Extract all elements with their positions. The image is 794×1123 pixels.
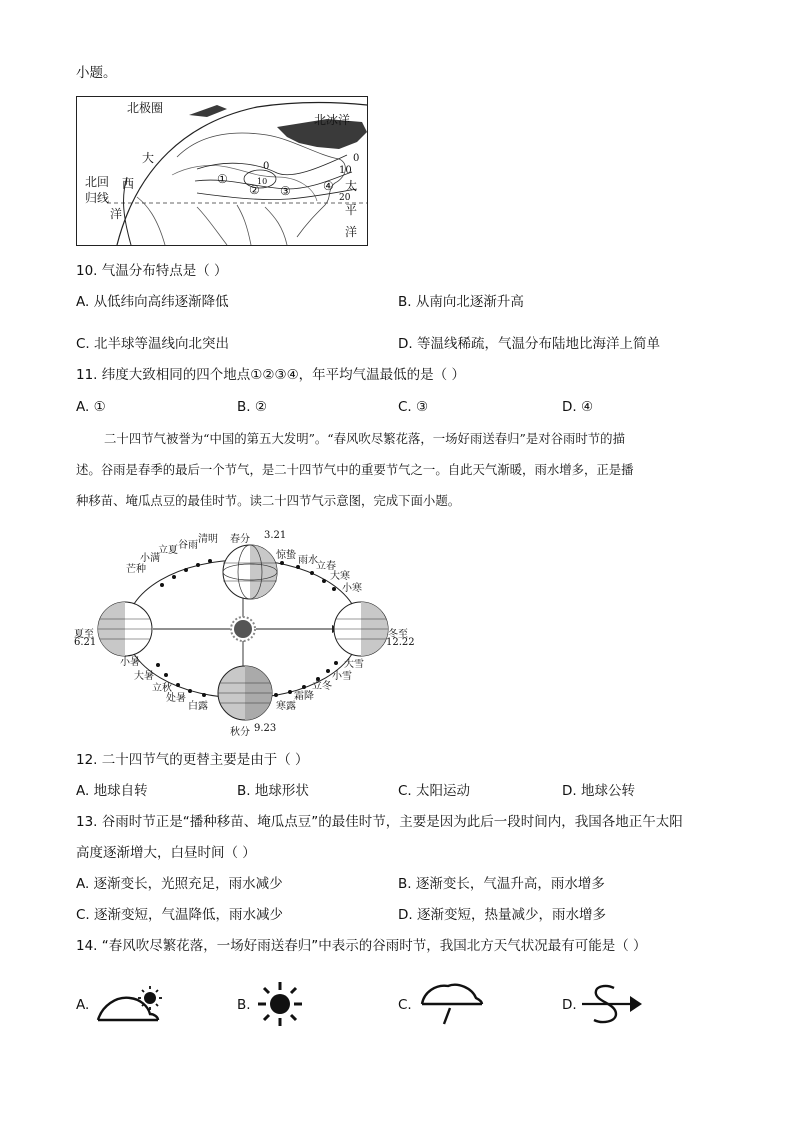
term-shuangjiang: 霜降: [294, 691, 314, 702]
q14-stem: 14. “春风吹尽繁花落，一场好雨送春归”中表示的谷雨时节，我国北方天气状况最有可能是（ ）: [76, 938, 647, 954]
term-bailu: 白露: [188, 701, 208, 712]
tropic-label-line1: 北回: [85, 175, 110, 189]
term-dongzhi: 冬至: [388, 629, 408, 640]
q10-option-b[interactable]: B. 从南向北逐渐升高: [398, 294, 524, 310]
q10-option-d[interactable]: D. 等温线稀疏，气温分布陆地比海洋上简单: [398, 336, 660, 352]
point-1-label: ①: [217, 172, 228, 186]
solar-terms-diagram: [70, 525, 420, 740]
term-qingming: 清明: [198, 534, 218, 545]
term-chushu: 处暑: [166, 693, 186, 704]
isotherm-10b-label: 10: [339, 165, 352, 176]
point-2-label: ②: [249, 183, 260, 197]
term-xiaoxue: 小雪: [332, 671, 352, 682]
q10-stem: 10. 气温分布特点是（ ）: [76, 263, 228, 279]
term-xiaohan: 小寒: [342, 583, 362, 594]
q11-option-a[interactable]: A. ①: [76, 399, 106, 415]
term-chunfen-date: 3.21: [264, 530, 287, 541]
q13-option-d[interactable]: D. 逐渐变短，热量减少，雨水增多: [398, 907, 606, 923]
point-4-label: ④: [323, 179, 334, 193]
temperature-map: [76, 96, 368, 246]
earth-winter-icon: [334, 602, 388, 656]
term-dashu: 大暑: [134, 671, 154, 682]
term-chunfen: 春分: [230, 534, 250, 545]
isotherm-20-label: 20: [339, 193, 351, 203]
isotherm-0a-label: 0: [263, 161, 270, 172]
atlantic-da-label: 大: [142, 151, 155, 165]
q10-option-c[interactable]: C. 北半球等温线向北突出: [76, 336, 230, 352]
sun-icon: [256, 980, 304, 1028]
passage-line-3: 种移苗、埯瓜点豆的最佳时节。读二十四节气示意图，完成下面小题。: [76, 493, 461, 508]
q11-stem: 11. 纬度大致相同的四个地点①②③④，年平均气温最低的是（ ）: [76, 367, 465, 383]
earth-spring-icon: [223, 545, 277, 599]
q12-option-d[interactable]: D. 地球公转: [562, 783, 635, 799]
term-xiaoman: 小满: [140, 553, 160, 564]
term-yushui: 雨水: [298, 555, 318, 566]
arctic-ocean-label: 北冰洋: [314, 113, 351, 127]
term-qiufen: 秋分: [230, 727, 250, 738]
q14-option-c[interactable]: C.: [398, 997, 412, 1013]
term-lichun: 立春: [316, 561, 336, 572]
q13-option-a[interactable]: A. 逐渐变长，光照充足，雨水减少: [76, 876, 283, 892]
isotherm-10a-label: 10: [257, 177, 268, 186]
earth-summer-icon: [98, 602, 152, 656]
term-mangzhong: 芒种: [126, 564, 146, 575]
term-daxue: 大雪: [344, 659, 364, 670]
sandstorm-icon: [580, 982, 644, 1026]
sun-center-icon: [231, 617, 255, 641]
term-lidong: 立冬: [312, 681, 332, 692]
q12-option-c[interactable]: C. 太阳运动: [398, 783, 471, 799]
q11-option-c[interactable]: C. ③: [398, 399, 429, 415]
term-hanlu: 寒露: [276, 701, 296, 712]
q11-option-b[interactable]: B. ②: [237, 399, 267, 415]
term-dahan: 大寒: [330, 571, 350, 582]
isotherm-0b-label: 0: [353, 153, 360, 164]
q13-option-c[interactable]: C. 逐渐变短，气温降低，雨水减少: [76, 907, 284, 923]
term-guyu: 谷雨: [178, 540, 198, 551]
light-rain-icon: [418, 980, 484, 1028]
term-qiufen-date: 9.23: [254, 723, 277, 734]
term-xiaoshu: 小暑: [120, 657, 140, 668]
q11-option-d[interactable]: D. ④: [562, 399, 594, 415]
pacific-tai-label: 太: [345, 179, 358, 193]
term-jingzhe: 惊蛰: [276, 550, 296, 561]
point-3-label: ③: [280, 184, 291, 198]
q13-stem-line-1: 13. 谷雨时节正是“播种移苗、埯瓜点豆”的最佳时节，主要是因为此后一段时间内，我国各地正午太阳: [76, 814, 683, 830]
term-dongzhi-date: 12.22: [386, 637, 415, 648]
earth-autumn-icon: [218, 666, 272, 720]
term-xiazhi: 夏至: [74, 629, 94, 640]
q12-option-b[interactable]: B. 地球形状: [237, 783, 309, 799]
q13-option-b[interactable]: B. 逐渐变长，气温升高，雨水增多: [398, 876, 605, 892]
tropic-label-line2: 归线: [85, 191, 110, 205]
pacific-yang-label: 洋: [345, 225, 358, 239]
term-xiazhi-date: 6.21: [74, 637, 97, 648]
cloudy-sun-icon: [94, 982, 166, 1024]
q10-option-a[interactable]: A. 从低纬向高纬逐渐降低: [76, 294, 229, 310]
term-lixia: 立夏: [158, 545, 178, 556]
passage-line-2: 述。谷雨是春季的最后一个节气，是二十四节气中的重要节气之一。自此天气渐暖，雨水增多，正是播: [76, 462, 634, 477]
term-liqiu: 立秋: [152, 683, 172, 694]
atlantic-xi-label: 西: [122, 177, 135, 191]
q14-option-d[interactable]: D.: [562, 997, 577, 1013]
pacific-ping-label: 平: [345, 203, 358, 217]
q14-option-a[interactable]: A.: [76, 997, 90, 1013]
q13-stem-line-2: 高度逐渐增大，白昼时间（ ）: [76, 845, 256, 861]
passage-line-1: 二十四节气被誉为“中国的第五大发明”。“春风吹尽繁花落，一场好雨送春归”是对谷雨时节的描: [104, 431, 625, 446]
q14-option-b[interactable]: B.: [237, 997, 251, 1013]
atlantic-yang-label: 洋: [110, 207, 123, 221]
q12-option-a[interactable]: A. 地球自转: [76, 783, 148, 799]
intro-tail: 小题。: [76, 65, 117, 81]
q12-stem: 12. 二十四节气的更替主要是由于（ ）: [76, 752, 309, 768]
arctic-circle-label: 北极圈: [127, 101, 164, 115]
orbit-drawing: [70, 525, 420, 740]
